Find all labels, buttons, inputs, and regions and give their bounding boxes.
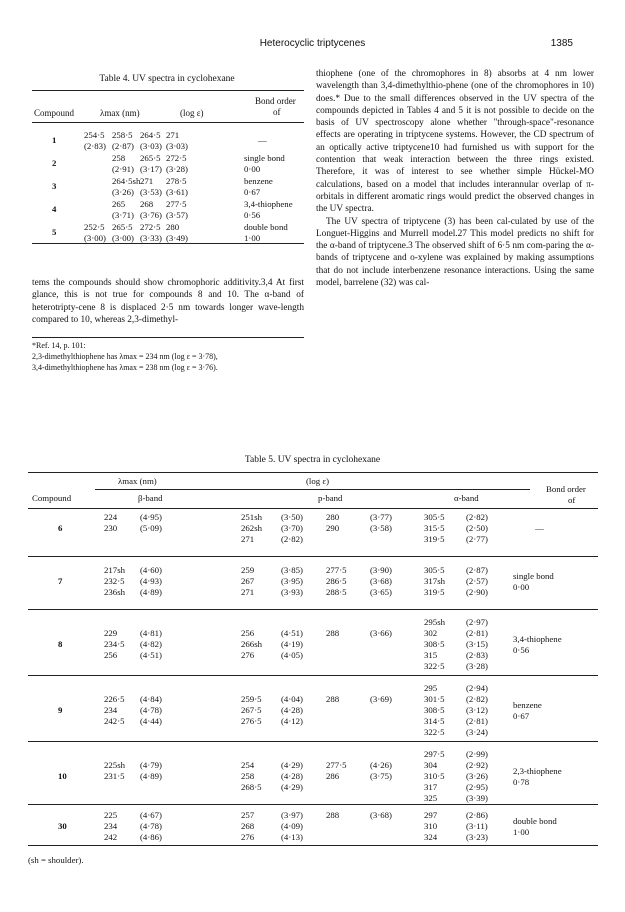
table5-p1-loge: (3·93) — [281, 587, 303, 597]
table5-compound: 30 — [58, 821, 67, 831]
table5-p1-loge: (4·12) — [281, 716, 303, 726]
table5-p1-loge: (4·04) — [281, 694, 303, 704]
table5-p1-value: 268 — [241, 821, 255, 831]
table5-compound: 7 — [58, 576, 63, 586]
table5-beta-loge: (4·93) — [140, 576, 162, 586]
table5-p1-loge: (4·13) — [281, 832, 303, 842]
table4-loge-cell: (2·91) — [112, 164, 134, 174]
table5-beta-loge: (4·78) — [140, 705, 162, 715]
table5-head-rule — [28, 508, 598, 509]
table5-alpha-value: 317 — [424, 782, 438, 792]
table5-alpha-value: 310 — [424, 821, 438, 831]
table5-bond-value: 0·56 — [513, 644, 530, 655]
table5-head-alpha: α-band — [454, 493, 479, 503]
table5-bond: — — [535, 523, 544, 533]
table5-p2-value: 280 — [326, 512, 340, 522]
table5-beta-loge: (4·84) — [140, 694, 162, 704]
table5-head-lambda: λmax (nm) — [118, 476, 157, 486]
table5-p1-value: 256 — [241, 628, 255, 638]
table4-head-bond1: Bond order — [255, 96, 296, 106]
footnote-line2: 3,4-dimethylthiophene has λmax = 238 nm (log ε = 3·76). — [32, 363, 218, 372]
table5-beta-value: 231·5 — [104, 771, 125, 781]
table5-head-loge: (log ε) — [306, 476, 329, 486]
table5-beta-value: 229 — [104, 628, 118, 638]
table5-beta-loge: (4·82) — [140, 639, 162, 649]
table4-head-compound: Compound — [34, 108, 75, 118]
table5-p2-loge: (3·68) — [370, 576, 392, 586]
table5-alpha-value: 324 — [424, 832, 438, 842]
table4-head-bond2: of — [273, 107, 281, 117]
table4-lambda-cell: 272·5 — [140, 222, 161, 232]
table5-p1-loge: (3·70) — [281, 523, 303, 533]
table4-lambda-cell: 264·5sh — [112, 176, 141, 186]
table5-p1-value: 267·5 — [241, 705, 262, 715]
table4-bond-cell: 3,4-thiophene — [244, 199, 293, 209]
table5-p1-value: 258 — [241, 771, 255, 781]
table5-beta-value: 225 — [104, 810, 118, 820]
table5-alpha-value: 319·5 — [424, 534, 445, 544]
table5-alpha-value: 297·5 — [424, 749, 445, 759]
table5-beta-loge: (4·51) — [140, 650, 162, 660]
table5-beta-value: 232·5 — [104, 576, 125, 586]
table4-compound: 5 — [52, 227, 57, 237]
table5-head-p: p-band — [318, 493, 343, 503]
table5-alpha-loge: (2·81) — [466, 716, 488, 726]
table5-alpha-value: 305·5 — [424, 512, 445, 522]
table5-group-rule — [28, 675, 598, 676]
table4-head-rule — [32, 122, 304, 123]
table5-p2-loge: (3·90) — [370, 565, 392, 575]
table5-p1-loge: (3·95) — [281, 576, 303, 586]
table5-beta-value: 242 — [104, 832, 118, 842]
table4-loge-cell: (3·17) — [140, 164, 162, 174]
table5-alpha-value: 322·5 — [424, 727, 445, 737]
table4-top-rule — [32, 90, 304, 91]
table5-bond-value: 0·67 — [513, 710, 530, 721]
table4-loge-cell: (3·49) — [166, 233, 188, 243]
table5-bond: benzene — [513, 699, 542, 710]
table5-p1-loge: (4·29) — [281, 760, 303, 770]
table5-p2-value: 288 — [326, 694, 340, 704]
table5-p2-value: 288 — [326, 628, 340, 638]
table5-p2-loge: (3·69) — [370, 694, 392, 704]
table5-group-rule — [28, 741, 598, 742]
table5-head-beta: β-band — [138, 493, 163, 503]
table4-lambda-cell: 264·5 — [140, 130, 161, 140]
table4-compound: 1 — [52, 135, 57, 145]
table5-p1-loge: (3·85) — [281, 565, 303, 575]
table4-loge-cell: (3·03) — [166, 141, 188, 151]
table5-alpha-loge: (2·87) — [466, 565, 488, 575]
table5-p1-loge: (4·19) — [281, 639, 303, 649]
table5-head-compound: Compound — [32, 493, 72, 503]
table5-alpha-value: 315·5 — [424, 523, 445, 533]
table4-lambda-cell: 258·5 — [112, 130, 133, 140]
table5-alpha-value: 295sh — [424, 617, 446, 627]
table4-bond-value: 0·67 — [244, 187, 261, 197]
table5-caption: Table 5. UV spectra in cyclohexane — [244, 455, 381, 465]
table5-alpha-value: 304 — [424, 760, 438, 770]
table5-group-rule — [28, 609, 598, 610]
table5-p2-value: 277·5 — [326, 760, 347, 770]
table5-p2-loge: (4·26) — [370, 760, 392, 770]
table5-group-rule — [28, 804, 598, 805]
table4-caption: Table 4. UV spectra in cyclohexane — [99, 74, 235, 84]
table5-p1-loge: (3·97) — [281, 810, 303, 820]
table5-beta-loge: (5·09) — [140, 523, 162, 533]
table5-alpha-loge: (2·83) — [466, 650, 488, 660]
table5-beta-loge: (4·78) — [140, 821, 162, 831]
table5-beta-value: 226·5 — [104, 694, 125, 704]
table5-group-rule — [28, 556, 598, 557]
table5-beta-value: 234 — [104, 821, 118, 831]
table5-p2-value: 277·5 — [326, 565, 347, 575]
table4-loge-cell: (2·87) — [112, 141, 134, 151]
table5-p1-value: 276 — [241, 832, 255, 842]
page-number: 1385 — [550, 38, 573, 49]
table5-p2-loge: (3·58) — [370, 523, 392, 533]
table5-alpha-value: 314·5 — [424, 716, 445, 726]
table5-alpha-value: 319·5 — [424, 587, 445, 597]
table5-alpha-loge: (3·23) — [466, 832, 488, 842]
table5-beta-loge: (4·81) — [140, 628, 162, 638]
table5-p2-loge: (3·66) — [370, 628, 392, 638]
table4-lambda-cell: 277·5 — [166, 199, 187, 209]
table5-p1-value: 276·5 — [241, 716, 262, 726]
table4-lambda-cell: 265 — [112, 199, 126, 209]
table4-compound: 2 — [52, 158, 57, 168]
table4-compound: 3 — [52, 181, 57, 191]
footnote-rule — [32, 337, 304, 338]
table5-p1-value: 271 — [241, 587, 255, 597]
table5-alpha-loge: (2·50) — [466, 523, 488, 533]
table5-beta-loge: (4·67) — [140, 810, 162, 820]
table4-loge-cell: (2·83) — [84, 141, 106, 151]
table5-alpha-loge: (2·90) — [466, 587, 488, 597]
table4-lambda-cell: 278·5 — [166, 176, 187, 186]
table4-bond-cell: single bond — [244, 153, 285, 163]
table5-p1-value: 267 — [241, 576, 255, 586]
table5-p1-loge: (4·28) — [281, 771, 303, 781]
table5-bond-value: 0·00 — [513, 581, 530, 592]
table4-lambda-cell: 254·5 — [84, 130, 105, 140]
table5-p1-value: 262sh — [241, 523, 263, 533]
table5-p2-value: 288 — [326, 810, 340, 820]
table5-beta-loge: (4·89) — [140, 771, 162, 781]
table4-lambda-cell: 268 — [140, 199, 154, 209]
table5-alpha-loge: (2·97) — [466, 617, 488, 627]
table4-bond-value: 0·56 — [244, 210, 261, 220]
table5-p2-value: 290 — [326, 523, 340, 533]
table5-p1-value: 276 — [241, 650, 255, 660]
table5-bond-value: 0·78 — [513, 776, 530, 787]
table5-alpha-value: 308·5 — [424, 705, 445, 715]
table4-lambda-cell: 258 — [112, 153, 126, 163]
table5-p2-value: 286 — [326, 771, 340, 781]
table5-head-bond2: of — [568, 495, 576, 505]
table5-alpha-value: 317sh — [424, 576, 446, 586]
table4-bottom-rule — [32, 243, 304, 244]
table4-loge-cell: (3·53) — [140, 187, 162, 197]
table5-bottom-rule — [28, 845, 598, 846]
table5-beta-value: 224 — [104, 512, 118, 522]
table4-lambda-cell: 280 — [166, 222, 180, 232]
table5-alpha-value: 301·5 — [424, 694, 445, 704]
table5-beta-value: 256 — [104, 650, 118, 660]
table5-bond: 2,3-thiophene — [513, 765, 562, 776]
table4-loge-cell: (3·26) — [112, 187, 134, 197]
table4-bond-cell: benzene — [244, 176, 273, 186]
table5-p2-loge: (3·75) — [370, 771, 392, 781]
table5-alpha-value: 308·5 — [424, 639, 445, 649]
right-column-text — [316, 68, 594, 289]
table5-bond-value: 1·00 — [513, 826, 530, 837]
table5-alpha-loge: (2·82) — [466, 512, 488, 522]
table5-head-subrule — [95, 489, 530, 490]
table4-lambda-cell: 252·5 — [84, 222, 105, 232]
right-paragraph-2: The UV spectra of triptycene (3) has been cal-culated by use of the Longuet-Higgins and Murrell model.27 This model predicts no shift for the α-band of triptycene.3 The observed shift of 6·5 nm com-paring the α-bands of triptycene and o-xylene was explained by making assumptions that do not include interbenzene resonance interactions. Using the same model, barrelene (32) was cal- — [316, 216, 594, 289]
table5-p1-loge: (4·09) — [281, 821, 303, 831]
table5-head-bond1: Bond order — [546, 484, 586, 494]
table5-beta-loge: (4·86) — [140, 832, 162, 842]
table5-bond: double bond — [513, 815, 557, 826]
table5-p1-loge: (4·51) — [281, 628, 303, 638]
table5-alpha-value: 310·5 — [424, 771, 445, 781]
table4-lambda-cell: 265·5 — [112, 222, 133, 232]
table5-compound: 8 — [58, 639, 63, 649]
table5-p1-value: 271 — [241, 534, 255, 544]
table5-p1-value: 259·5 — [241, 694, 262, 704]
table4-lambda-cell: 271 — [166, 130, 180, 140]
table5-alpha-value: 302 — [424, 628, 438, 638]
table5-alpha-loge: (3·26) — [466, 771, 488, 781]
table5-p1-value: 268·5 — [241, 782, 262, 792]
table5-beta-loge: (4·95) — [140, 512, 162, 522]
table4-loge-cell: (3·00) — [112, 233, 134, 243]
table5-p2-loge: (3·68) — [370, 810, 392, 820]
table5-alpha-value: 297 — [424, 810, 438, 820]
left-column-text — [32, 277, 304, 326]
table5-alpha-loge: (3·24) — [466, 727, 488, 737]
table5-p1-loge: (4·05) — [281, 650, 303, 660]
table4-loge-cell: (3·00) — [84, 233, 106, 243]
table5-top-rule — [28, 472, 598, 473]
table5-compound: 10 — [58, 771, 67, 781]
table4-bond-cell: — — [258, 135, 267, 145]
table5-alpha-value: 315 — [424, 650, 438, 660]
footnote-ref: *Ref. 14, p. 101: — [32, 341, 86, 350]
table5-beta-loge: (4·44) — [140, 716, 162, 726]
table5-p2-loge: (3·77) — [370, 512, 392, 522]
table5-beta-value: 242·5 — [104, 716, 125, 726]
table4-loge-cell: (3·76) — [140, 210, 162, 220]
table5-bond: single bond — [513, 570, 554, 581]
table5-compound: 6 — [58, 523, 63, 533]
table5-alpha-loge: (2·82) — [466, 694, 488, 704]
table4-loge-cell: (3·33) — [140, 233, 162, 243]
table5-note: (sh = shoulder). — [28, 855, 84, 865]
table4-head-lambda: λmax (nm) — [100, 108, 140, 118]
table5-p1-value: 259 — [241, 565, 255, 575]
table4-bond-value: 0·00 — [244, 164, 261, 174]
table5-alpha-value: 322·5 — [424, 661, 445, 671]
table5-beta-value: 225sh — [104, 760, 126, 770]
table4-lambda-cell: 265·5 — [140, 153, 161, 163]
table4-lambda-cell: 272·5 — [166, 153, 187, 163]
table4-loge-cell: (3·57) — [166, 210, 188, 220]
table5-alpha-loge: (2·99) — [466, 749, 488, 759]
table5-alpha-loge: (2·95) — [466, 782, 488, 792]
table5-alpha-loge: (2·57) — [466, 576, 488, 586]
table5-alpha-loge: (2·92) — [466, 760, 488, 770]
table5-alpha-value: 295 — [424, 683, 438, 693]
table5-alpha-loge: (3·12) — [466, 705, 488, 715]
running-header-title: Heterocyclic triptycenes — [259, 38, 366, 49]
table4-head-loge: (log ε) — [180, 108, 204, 118]
table5-beta-loge: (4·60) — [140, 565, 162, 575]
table5-alpha-value: 305·5 — [424, 565, 445, 575]
table5-beta-loge: (4·79) — [140, 760, 162, 770]
left-paragraph: tems the compounds should show chromophoric additivity.3,4 At first glance, this is not true for compounds 8 and 10. The α-band of heterotripty-cene 8 is displaced 2·5 nm towards longer wave-length compared to 10, whereas 2,3-dimethyl- — [32, 278, 304, 325]
right-paragraph-1: thiophene (one of the chromophores in 8) absorbs at 4 nm lower wavelength than 3,4-dimethylthio-phene (one of the chromophores in 10) does.* Due to the small differences observed in the UV spectra of the compounds depicted in Tables 4 and 5 it is not possible to decide on the basis of UV spectroscopy alone whether "through-space"-resonance effects are operating in triptycene systems. However, the CD spectrum of an optically active triptycene10 had furnished us with support for the contention that weak interaction between the three rings existed. Therefore, it was of interest to see whether simple Hückel-MO calculations, based on a model that includes interannular overlap of π-orbitals in different aromatic rings would predict the observed changes in the UV spectra. — [316, 69, 594, 215]
table5-p1-loge: (4·28) — [281, 705, 303, 715]
table5-alpha-loge: (2·86) — [466, 810, 488, 820]
table5-p2-value: 288·5 — [326, 587, 347, 597]
table5-alpha-loge: (2·77) — [466, 534, 488, 544]
table4-bond-value: 1·00 — [244, 233, 261, 243]
table4-loge-cell: (3·03) — [140, 141, 162, 151]
table5-p1-value: 266sh — [241, 639, 263, 649]
table5-p1-value: 257 — [241, 810, 255, 820]
table5-p1-value: 251sh — [241, 512, 263, 522]
table5-p2-value: 286·5 — [326, 576, 347, 586]
table5-alpha-loge: (3·28) — [466, 661, 488, 671]
table5-beta-value: 234·5 — [104, 639, 125, 649]
footnote-line1: 2,3-dimethylthiophene has λmax = 234 nm (log ε = 3·78), — [32, 352, 218, 361]
table5-p1-loge: (4·29) — [281, 782, 303, 792]
table4-loge-cell: (3·71) — [112, 210, 134, 220]
table5-alpha-loge: (2·81) — [466, 628, 488, 638]
table5-alpha-loge: (3·15) — [466, 639, 488, 649]
table5-beta-value: 217sh — [104, 565, 126, 575]
table5-beta-value: 234 — [104, 705, 118, 715]
table4-bond-cell: double bond — [244, 222, 288, 232]
table5-beta-value: 230 — [104, 523, 118, 533]
table5-p1-value: 254 — [241, 760, 255, 770]
table4-compound: 4 — [52, 204, 57, 214]
table5-alpha-loge: (3·11) — [466, 821, 488, 831]
table4-loge-cell: (3·61) — [166, 187, 188, 197]
table5-p1-loge: (3·50) — [281, 512, 303, 522]
table5-p2-loge: (3·65) — [370, 587, 392, 597]
table5-bond: 3,4-thiophene — [513, 633, 562, 644]
table5-alpha-loge: (3·39) — [466, 793, 488, 803]
table5-p1-loge: (2·82) — [281, 534, 303, 544]
table4-lambda-cell: 271 — [140, 176, 154, 186]
table5-beta-loge: (4·89) — [140, 587, 162, 597]
table5-alpha-value: 325 — [424, 793, 438, 803]
table5-beta-value: 236sh — [104, 587, 126, 597]
table4-loge-cell: (3·28) — [166, 164, 188, 174]
table5-compound: 9 — [58, 705, 63, 715]
table5-alpha-loge: (2·94) — [466, 683, 488, 693]
